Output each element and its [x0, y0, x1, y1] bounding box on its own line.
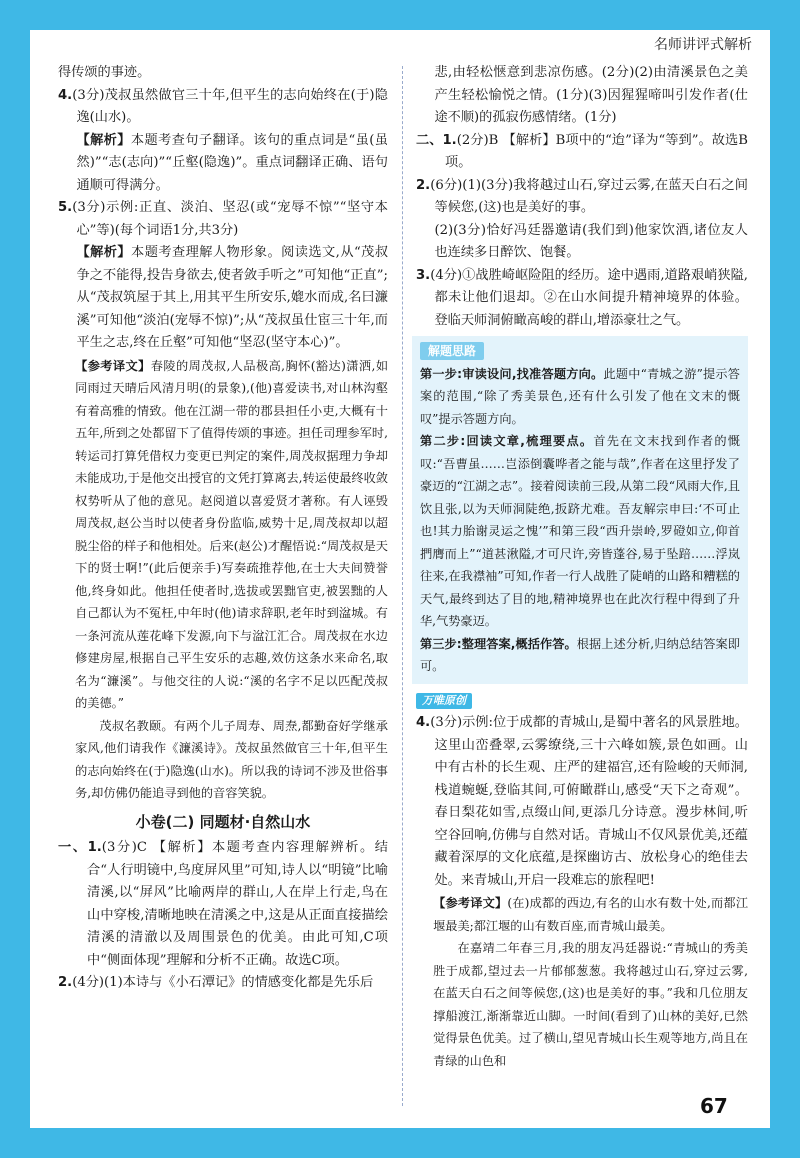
step-2-label: 第二步:回读文章,梳理要点。: [420, 434, 594, 448]
question-5: [58, 197, 388, 242]
top-line: 得传颂的事迹。: [58, 65, 151, 80]
right-ref-text: (在)成都的西边,有名的山水有数十处,而都江堰最美;都江堰的山有数百座,而青城山最美。: [433, 896, 749, 933]
right-translation-paragraph-2: 在嘉靖二年春三月,我的朋友冯廷器说:“青城山的秀美胜于成都,望过去一片郁郁葱葱。我将越过山石,穿过云雾,在蓝天白石之间等候您,(这)也是美好的事。”我和几位朋友撑船渡江,渐渐靠近山脚。一时间(看到了)山林的美好,已然觉得景色优美。过了横山,望见青城山长生观等地方,尚且在青绿的山色和: [433, 941, 748, 1068]
part2-question-1: [416, 130, 748, 175]
part2-question-2: [416, 175, 748, 220]
r-q1-number: 二、1.: [416, 132, 457, 148]
right-column: [416, 62, 748, 1072]
column-divider: [402, 66, 403, 1106]
part2-question-2-b: (2)(3分)恰好冯廷器邀请(我们到)他家饮酒,诸位友人也连续多日醉饮、饱餐。: [434, 222, 748, 260]
step-1: [420, 363, 740, 431]
r-q2-text: (6分)(1)(3分)我将越过山石,穿过云雾,在蓝天白石之间等候您,(这)也是美好的事。: [430, 177, 748, 215]
ref-translation-tag: 【参考译文】: [75, 358, 151, 373]
step-1-text: 此题中“青城之游”提示答案的范围,“除了秀美景色,还有什么引发了他在文末的慨叹”提示答题方向。: [420, 366, 740, 426]
left-column: [58, 62, 388, 995]
q4-number: 4.: [58, 87, 73, 103]
step-3-label: 第三步:整理答案,概括作答。: [420, 636, 577, 651]
ref-translation-text: 春陵的周茂叔,人品极高,胸怀(豁达)潇洒,如同雨过天晴后风清月明(的景象),(他)喜爱读书,对山林沟壑有着高雅的情致。他在江湖一带的郡县担任小吏,大概有十五年,所到之处都留下了值得传颂的事迹。担任司理参军时,转运司打算凭借权力变更已判定的案件,周茂叔据理力争却未能成功,于是他交出授官的文凭打算离去,转运使最终收敛权势听从了他的意见。赵阅道以喜爱贤才著称。有人诬毁周茂叔,赵公当时以使者身份监临,威势十足,周茂叔却以超脱尘俗的样子和他相处。后来(赵公)才醒悟说:“周茂叔是天下的贤士啊!”(此后便亲手)写奏疏推荐他,在士大夫间赞誉他,终身如此。他担任使者时,选拔或罢黜官吏,被罢黜的人自己都认为不冤枉,中年时(他)请求辞职,老年时到湓城。有一条河流从莲花峰下发源,向下与湓江汇合。周茂叔在水边修建房屋,根据自己平生安乐的志趣,效仿这条水来命名,取名为“濂溪”。与他交往的人说:“溪的名字不足以匹配茂叔的美德。”: [75, 358, 389, 710]
s2q2-text: (4分)(1)本诗与《小石潭记》的情感变化都是先乐后: [72, 975, 374, 990]
q5-number: 5.: [58, 200, 73, 215]
section2-question-2: [58, 972, 388, 995]
r-q2-number: 2.: [416, 177, 431, 193]
header-title: 名师讲评式解析: [614, 30, 770, 60]
q5-analysis-text: 本题考查理解人物形象。阅读选文,从“茂叔争之不能得,投告身欲去,使者敛手听之”可知他“正直”;从“茂叔筑屋于其上,用其平生所安乐,媲水而成,名曰濂溪”可知他“淡泊(宠辱不惊)”;从“茂叔虽仕宦三十年,而平生之志,终在丘壑”可知他“坚忍(坚守本心)”。: [76, 245, 389, 350]
r-q4-number: 4.: [416, 715, 431, 730]
q4-analysis-tag: 【解析】: [76, 132, 131, 148]
step-1-label: 第一步:审读设问,找准答题方向。: [420, 366, 604, 381]
q5-text: (3分)示例:正直、淡泊、坚忍(或“宠辱不惊”“坚守本心”等)(每个词语1分,共3分): [72, 200, 388, 238]
page-number: 67: [700, 1094, 728, 1118]
section-title: 小卷(二) 同题材·自然山水: [135, 812, 311, 831]
q4-analysis-text: 本题考查句子翻译。该句的重点词是“虽(虽然)”“志(志向)”“丘壑(隐逸)”。重点词翻译正确、语句通顺可得满分。: [76, 132, 388, 193]
step-2-text: 首先在文末找到作者的慨叹:“吾曹虽……岂添倒囊哗者之能与哉”,作者在这里抒发了豪迈的“江湖之志”。接着阅读前三段,从第二段“风雨大作,且饮且张,以为天师洞陡绝,扳跻尤难。吾友解宗申曰:‘不可止也!其力胎谢灵运之愧’”和第三段“西升崇岭,罗磴如立,仰首捫膺而上”“道甚湫隘,才可尺许,旁皆蓬谷,易于坠踣……浮岚往来,在我襟袖”可知,作者一行人战胜了陡峭的山路和糟糕的天气,最终到达了目的地,精神境界也在此次行程中得到了升华,气势豪迈。: [420, 434, 740, 628]
step-3: [420, 633, 740, 678]
part2-question-3: [416, 265, 748, 333]
s2q1-text: (3分)C 【解析】本题考查内容理解辨析。结合“人行明镜中,鸟度屏风里”可知,诗人以“明镜”比喻清溪,以“屏风”比喻两岸的群山,人在岸上行走,鸟在山中穿梭,清晰地映在清溪之中,这是从正面直接描绘清溪的清澈以及周围景色的优美。由此可知,C项中“侧面体现”理解和分析不正确。故选C项。: [87, 840, 388, 968]
s2q2-number: 2.: [58, 975, 73, 990]
solution-approach-box: [412, 336, 748, 684]
translation-paragraph-2: 茂叔名教颐。有两个儿子周寿、周焘,都勤奋好学继承家风,他们请我作《濂溪诗》。茂叔虽然做官三十年,但平生的志向始终在(于)隐逸(山水)。所以我的诗词不涉及世俗事务,却仿佛仍能追寻到他的音容笑貌。: [75, 718, 388, 800]
q5-analysis: [58, 242, 388, 355]
reference-translation: [58, 355, 388, 715]
s2q1-number: 一、1.: [58, 840, 102, 855]
right-ref-tag: 【参考译文】: [433, 896, 508, 910]
q2-continuation: 悲,由轻松惬意到悲凉伤感。(2分)(2)由清溪景色之美产生轻松愉悦之情。(1分)(3)因猩猩啼叫引发作者(仕途不顺)的孤寂伤感情绪。(1分): [434, 65, 748, 125]
q4-text: (3分)茂叔虽然做官三十年,但平生的志向始终在(于)隐逸(山水)。: [72, 87, 388, 125]
r-q3-text: (4分)①战胜崎岖险阻的经历。途中遇雨,道路艰峭狭隘,都未让他们退却。②在山水间提升精神境界的体验。登临天师洞俯瞰高峻的群山,增添豪壮之气。: [430, 267, 748, 328]
r-q3-number: 3.: [416, 267, 431, 283]
step-3-text: 根据上述分析,归纳总结答案即可。: [420, 636, 740, 673]
q5-analysis-tag: 【解析】: [76, 245, 132, 260]
part2-question-4: [416, 712, 748, 892]
r-q1-text: (2分)B 【解析】B项中的“迨”译为“等到”。故选B项。: [445, 132, 748, 170]
question-4: [58, 85, 388, 130]
r-q4-text: (3分)示例:位于成都的青城山,是蜀中著名的风景胜地。这里山峦叠翠,云雾缭绕,三十六峰如簇,景色如画。山中有古朴的长生观、庄严的建福宫,还有险峻的天师洞,栈道蜿蜒,登临其间,可俯瞰群山,感受“天下之奇观”。春日梨花如雪,点缀山间,更添几分诗意。漫步林间,听空谷回响,仿佛与自然对话。青城山不仅风景优美,还蕴藏着深厚的文化底蕴,是探幽访古、放松身心的绝佳去处。来青城山,开启一段难忘的旅程吧!: [430, 715, 748, 888]
solution-approach-header: 解题思路: [420, 342, 484, 360]
original-badge: 万唯原创: [416, 693, 472, 709]
step-2: [420, 430, 740, 633]
right-reference-translation: [416, 892, 748, 937]
q4-analysis: [58, 130, 388, 198]
section2-question-1: [58, 837, 388, 972]
